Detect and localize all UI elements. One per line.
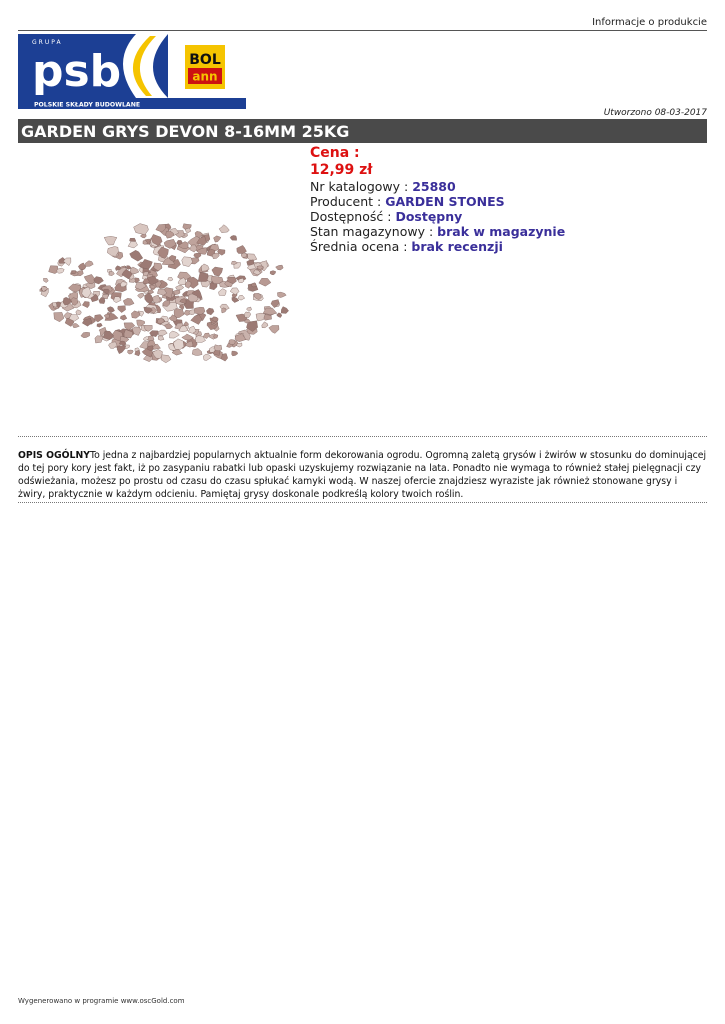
created-date: Utworzono 08-03-2017	[603, 108, 707, 118]
gravel-stone	[201, 264, 209, 271]
gravel-stone	[97, 323, 102, 327]
stock-value: brak w magazynie	[437, 224, 566, 239]
gravel-stone	[259, 278, 271, 286]
gravel-stone	[145, 293, 154, 303]
gravel-stone	[85, 261, 93, 267]
gravel-stone	[281, 307, 288, 314]
availability-row	[310, 209, 565, 224]
gravel-stone	[262, 322, 268, 328]
producer-row	[310, 194, 565, 209]
producer-label: Producent :	[310, 194, 386, 209]
gravel-pile-image	[38, 205, 292, 377]
description	[18, 449, 707, 501]
gravel-stone	[237, 245, 247, 253]
bolann-line2: ann	[192, 69, 218, 84]
gravel-stone	[138, 293, 145, 298]
rating-row	[310, 239, 565, 254]
gravel-stone	[270, 271, 276, 275]
gravel-stone	[232, 351, 238, 356]
gravel-stone	[276, 265, 284, 270]
gravel-stone	[185, 341, 193, 347]
gravel-stone	[214, 236, 221, 242]
gravel-stone	[107, 247, 118, 257]
gravel-stone	[176, 285, 184, 290]
gravel-stone	[109, 271, 115, 275]
gravel-stone	[241, 253, 247, 258]
gravel-stone	[230, 235, 237, 240]
gravel-stone	[158, 336, 164, 340]
gravel-stone	[128, 350, 134, 354]
description-text: To jedna z najbardziej popularnych aktualnie form dekorowania ogrodu. Ogromną zaletą grysów i żwirów w stosunku do dominującej do tej pory kory jest fakt, iż po zasypaniu rabatki lub opaski uzyskujemy rozwiązanie na lata. Ponadto nie wymaga to również stałej pielęgnacji czy odświeżania, możesz po prostu od czasu do czasu spłukać kamyki wodą. W naszej ofercie znajdziesz wyraziste jak również stonowane grysy i żwiry, praktycznie w każdym odcieniu. Pamiętaj grysy doskonale podkreślą kolory twoich roślin.	[18, 450, 707, 500]
gravel-stone	[168, 277, 173, 281]
gravel-stone	[269, 326, 279, 334]
gravel-stone	[264, 315, 272, 321]
product-info	[310, 145, 565, 254]
gravel-stone	[174, 290, 181, 295]
gravel-stone	[212, 267, 223, 276]
gravel-stone	[161, 355, 171, 363]
gravel-stone	[212, 253, 219, 259]
gravel-stone	[134, 224, 149, 235]
section-label: Informacje o produkcie	[592, 17, 707, 28]
gravel-stone	[179, 304, 184, 309]
stock-label: Stan magazynowy :	[310, 224, 438, 239]
price-label: Cena :	[310, 145, 360, 161]
gravel-stone	[219, 225, 229, 233]
gravel-stone	[54, 312, 64, 321]
gravel-stone	[94, 277, 104, 285]
gravel-stone	[43, 278, 48, 282]
gravel-stone	[203, 333, 210, 339]
gravel-stone	[182, 257, 193, 267]
gravel-stone	[277, 292, 286, 298]
gravel-stone	[238, 295, 245, 300]
description-label: OPIS OGÓLNY	[18, 450, 90, 461]
gravel-stone	[247, 307, 252, 311]
gravel-stone	[82, 301, 89, 307]
catalog-number-row	[310, 179, 565, 194]
header-divider	[18, 30, 707, 31]
gravel-stone	[214, 345, 222, 351]
gravel-stone	[173, 339, 184, 350]
producer-value: GARDEN STONES	[385, 194, 505, 209]
gravel-stone	[219, 289, 227, 296]
gravel-stone	[170, 331, 180, 338]
gravel-stone	[203, 354, 211, 360]
gravel-stone	[190, 245, 197, 252]
gravel-stone	[277, 313, 282, 318]
gravel-stone	[229, 340, 236, 345]
gravel-stone	[95, 336, 103, 343]
gravel-stone	[192, 349, 202, 356]
gravel-stone	[117, 346, 126, 354]
gravel-stone	[244, 312, 251, 318]
gravel-stone	[104, 314, 109, 318]
footer-text: Wygenerowano w programie www.oscGold.com	[18, 997, 185, 1005]
catalog-number-value: 25880	[412, 179, 456, 194]
psb-tagline-text: POLSKIE SKŁADY BUDOWLANE	[34, 101, 141, 109]
gravel-stone	[118, 306, 126, 313]
gravel-stone	[230, 288, 239, 295]
gravel-stone	[107, 307, 114, 313]
price-value: 12,99 zł	[310, 162, 373, 178]
product-title: GARDEN GRYS DEVON 8-16MM 25KG	[18, 119, 707, 143]
availability-label: Dostępność :	[310, 209, 396, 224]
rating-value: brak recenzji	[411, 239, 503, 254]
gravel-stone	[206, 308, 214, 315]
gravel-stone	[194, 253, 201, 258]
psb-name-text: psb	[32, 46, 122, 97]
psb-group-text: GRUPA	[32, 39, 63, 46]
gravel-stone	[99, 297, 105, 303]
availability-value: Dostępny	[395, 209, 463, 224]
gravel-stone	[104, 236, 117, 245]
gravel-stone	[81, 332, 90, 337]
gravel-stone	[73, 323, 80, 327]
gravel-stone	[120, 315, 127, 320]
gravel-stone	[123, 298, 134, 305]
stock-row	[310, 224, 565, 239]
bolann-line1: BOL	[189, 52, 221, 68]
gravel-stone	[94, 315, 103, 323]
gravel-stone	[128, 241, 138, 248]
description-bottom-divider	[18, 502, 707, 503]
rating-label: Średnia ocena :	[310, 239, 412, 254]
catalog-number-label: Nr katalogowy :	[310, 179, 413, 194]
gravel-stone	[158, 330, 167, 336]
gravel-stone	[78, 263, 85, 270]
gravel-stone	[222, 308, 227, 313]
description-top-divider	[18, 436, 707, 437]
gravel-stone	[76, 310, 82, 315]
bolann-logo	[185, 45, 225, 89]
gravel-stone	[130, 250, 143, 261]
gravel-stone	[49, 266, 59, 274]
